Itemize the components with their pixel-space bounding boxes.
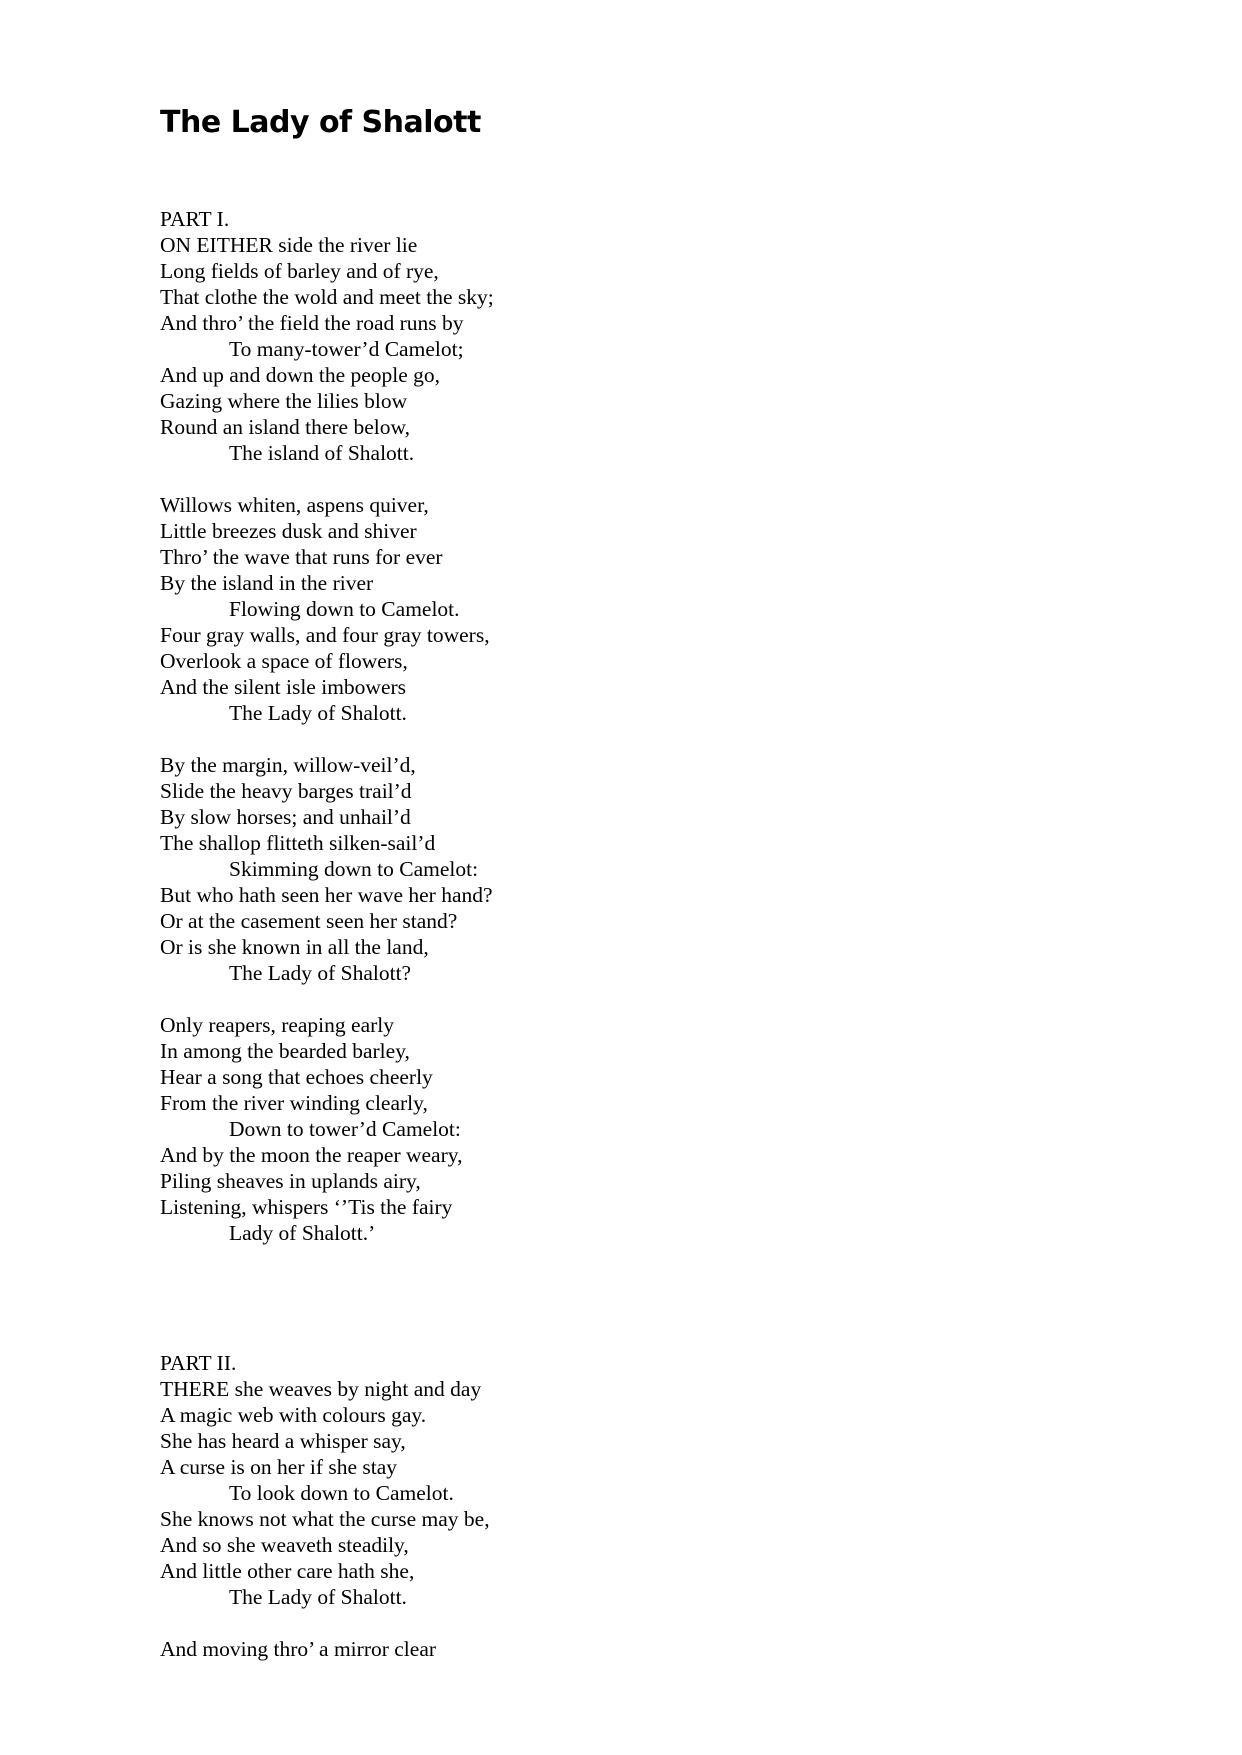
part-heading: PART I. (160, 207, 230, 231)
poem-refrain-line: Lady of Shalott.’ (229, 1221, 376, 1245)
poem-line: ON EITHER side the river lie (160, 233, 418, 257)
stanza-separator (160, 1610, 1060, 1636)
stanza (160, 752, 1060, 986)
poem-line: A magic web with colours gay. (160, 1403, 427, 1427)
poem-refrain-line: Skimming down to Camelot: (229, 857, 479, 881)
poem-line: Long fields of barley and of rye, (160, 259, 439, 283)
stanza (160, 1636, 1060, 1662)
poem-line: Hear a song that echoes cheerly (160, 1065, 433, 1089)
poem-line: Gazing where the lilies blow (160, 389, 408, 413)
poem-refrain-line: Down to tower’d Camelot: (229, 1117, 461, 1141)
poem-line: Piling sheaves in uplands airy, (160, 1169, 421, 1193)
poem-line: Or at the casement seen her stand? (160, 909, 458, 933)
document-title: The Lady of Shalott (160, 105, 481, 140)
poem-line: And up and down the people go, (160, 363, 441, 387)
stanza-separator (160, 986, 1060, 1012)
stanza (160, 1012, 1060, 1246)
poem-line: By the island in the river (160, 571, 374, 595)
poem-line: That clothe the wold and meet the sky; (160, 285, 494, 309)
poem-line: From the river winding clearly, (160, 1091, 428, 1115)
poem-line: Slide the heavy barges trail’d (160, 779, 412, 803)
poem-line: Only reapers, reaping early (160, 1013, 395, 1037)
poem-line: Willows whiten, aspens quiver, (160, 493, 429, 517)
poem-line: By the margin, willow-veil’d, (160, 753, 416, 777)
poem-line: She knows not what the curse may be, (160, 1507, 490, 1531)
poem-body (160, 206, 1060, 1662)
poem-line: Or is she known in all the land, (160, 935, 429, 959)
poem-refrain-line: The Lady of Shalott. (229, 701, 407, 725)
poem-line: THERE she weaves by night and day (160, 1377, 482, 1401)
stanza (160, 232, 1060, 466)
poem-line: In among the bearded barley, (160, 1039, 410, 1063)
part-heading: PART II. (160, 1351, 237, 1375)
poem-line: She has heard a whisper say, (160, 1429, 406, 1453)
poem-refrain-line: Flowing down to Camelot. (229, 597, 460, 621)
poem-line: Thro’ the wave that runs for ever (160, 545, 443, 569)
poem-refrain-line: To look down to Camelot. (229, 1481, 454, 1505)
poem-line: Overlook a space of flowers, (160, 649, 408, 673)
poem-line: Four gray walls, and four gray towers, (160, 623, 490, 647)
stanza-separator (160, 726, 1060, 752)
poem-line: And the silent isle imbowers (160, 675, 407, 699)
poem-refrain-line: To many-tower’d Camelot; (229, 337, 464, 361)
poem-line: And by the moon the reaper weary, (160, 1143, 463, 1167)
poem-line: And so she weaveth steadily, (160, 1533, 409, 1557)
poem-line: A curse is on her if she stay (160, 1455, 398, 1479)
poem-line: Little breezes dusk and shiver (160, 519, 417, 543)
stanza (160, 1376, 1060, 1610)
poem-refrain-line: The island of Shalott. (229, 441, 415, 465)
part-separator (160, 1246, 1060, 1350)
poem-line: But who hath seen her wave her hand? (160, 883, 493, 907)
poem-line: By slow horses; and unhail’d (160, 805, 411, 829)
poem-refrain-line: The Lady of Shalott. (229, 1585, 407, 1609)
poem-line: And thro’ the field the road runs by (160, 311, 464, 335)
poem-line: And moving thro’ a mirror clear (160, 1637, 437, 1661)
stanza-separator (160, 466, 1060, 492)
poem-line: And little other care hath she, (160, 1559, 415, 1583)
poem-line: The shallop flitteth silken-sail’d (160, 831, 436, 855)
poem-line: Round an island there below, (160, 415, 410, 439)
stanza (160, 492, 1060, 726)
poem-line: Listening, whispers ‘’Tis the fairy (160, 1195, 453, 1219)
poem-refrain-line: The Lady of Shalott? (229, 961, 412, 985)
